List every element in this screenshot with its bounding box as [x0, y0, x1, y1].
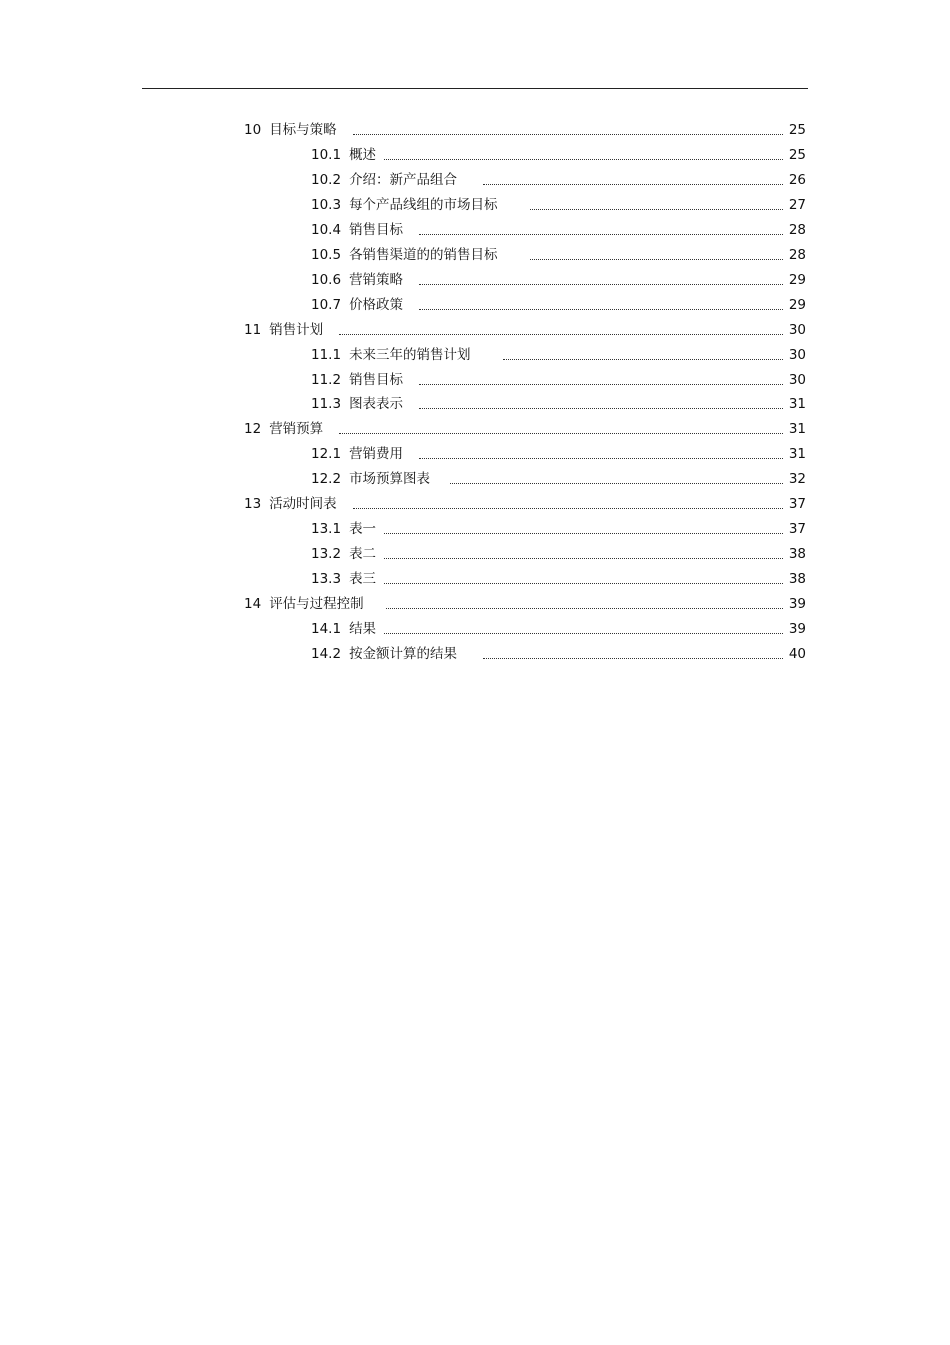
toc-entry-page-number: 31 — [788, 446, 806, 463]
toc-entry-title: 表一 — [349, 521, 377, 538]
toc-entry[interactable] — [311, 145, 806, 165]
toc-entry-title: 目标与策略 — [269, 122, 337, 138]
toc-entry-title: 市场预算图表 — [349, 471, 431, 488]
toc-entry-page-number: 37 — [788, 496, 806, 513]
dot-leader — [483, 183, 783, 185]
dot-leader — [339, 333, 783, 335]
toc-entry-title: 表三 — [349, 571, 377, 588]
toc-entry-page-number: 39 — [788, 596, 806, 613]
dot-leader — [339, 432, 783, 434]
toc-entry-page-number: 26 — [788, 171, 806, 188]
dot-leader — [419, 407, 783, 409]
dot-leader — [384, 632, 783, 634]
toc-entry[interactable] — [311, 394, 806, 414]
dot-leader — [483, 657, 783, 659]
dot-leader — [353, 133, 783, 135]
toc-entry-page-number: 39 — [788, 621, 806, 637]
dot-leader — [530, 258, 783, 260]
toc-entry-number: 12 — [244, 421, 262, 438]
toc-entry[interactable] — [311, 444, 806, 464]
toc-entry[interactable] — [311, 544, 806, 564]
toc-entry-number: 14.1 — [311, 621, 342, 637]
toc-entry-title: 结果 — [349, 621, 377, 637]
toc-entry-title: 各销售渠道的的销售目标 — [349, 246, 498, 263]
toc-entry[interactable] — [311, 469, 806, 489]
toc-entry-number: 11.1 — [311, 346, 342, 363]
toc-entry[interactable] — [244, 594, 806, 614]
toc-entry-number: 10 — [244, 122, 262, 138]
toc-entry-page-number: 32 — [788, 471, 806, 488]
dot-leader — [419, 233, 783, 235]
dot-leader — [419, 457, 783, 459]
toc-entry[interactable] — [244, 419, 806, 439]
dot-leader — [384, 582, 783, 584]
toc-entry-number: 10.5 — [311, 246, 342, 263]
toc-entry-title: 活动时间表 — [269, 496, 337, 513]
toc-entry-number: 12.1 — [311, 446, 342, 463]
toc-entry[interactable] — [311, 644, 806, 664]
toc-entry-number: 10.7 — [311, 296, 342, 313]
toc-entry-page-number: 31 — [788, 396, 806, 413]
toc-entry-title: 营销策略 — [349, 271, 404, 288]
dot-leader — [419, 308, 783, 310]
toc-entry-title: 图表表示 — [349, 396, 404, 413]
toc-entry-page-number: 28 — [788, 221, 806, 238]
toc-entry-number: 10.2 — [311, 171, 342, 188]
dot-leader — [419, 383, 783, 385]
toc-entry-title: 表二 — [349, 546, 377, 563]
toc-entry[interactable] — [311, 619, 806, 639]
toc-entry-number: 13.3 — [311, 571, 342, 588]
toc-entry-title: 营销预算 — [269, 421, 324, 438]
toc-entry-page-number: 38 — [788, 571, 806, 588]
toc-entry[interactable] — [311, 519, 806, 539]
toc-entry-page-number: 25 — [788, 122, 806, 138]
toc-entry[interactable] — [311, 270, 806, 290]
toc-entry-title: 销售目标 — [349, 371, 404, 388]
toc-entry-page-number: 29 — [788, 296, 806, 313]
toc-entry-number: 10.1 — [311, 146, 342, 163]
toc-entry-title: 每个产品线组的市场目标 — [349, 196, 498, 213]
toc-entry[interactable] — [311, 170, 806, 190]
toc-entry[interactable] — [311, 295, 806, 315]
toc-entry[interactable] — [244, 320, 806, 340]
toc-entry-number: 12.2 — [311, 471, 342, 488]
header-rule — [142, 88, 808, 89]
toc-entry-title: 销售计划 — [269, 321, 324, 338]
toc-entry-page-number: 25 — [788, 146, 806, 163]
dot-leader — [384, 532, 783, 534]
toc-entry-title: 未来三年的销售计划 — [349, 346, 471, 363]
dot-leader — [384, 158, 783, 160]
toc-entry-page-number: 40 — [788, 645, 806, 662]
toc-entry-page-number: 27 — [788, 196, 806, 213]
toc-entry-title: 价格政策 — [349, 296, 404, 313]
toc-entry-number: 13 — [244, 496, 262, 513]
toc-entry-number: 10.3 — [311, 196, 342, 213]
dot-leader — [450, 482, 783, 484]
toc-entry-title: 概述 — [349, 146, 377, 163]
toc-entry[interactable] — [244, 494, 806, 514]
toc-entry-title: 营销费用 — [349, 446, 404, 463]
toc-entry-number: 11.3 — [311, 396, 342, 413]
toc-entry-title: 评估与过程控制 — [269, 596, 364, 613]
toc-entry-page-number: 30 — [788, 321, 806, 338]
toc-entry-number: 10.4 — [311, 221, 342, 238]
toc-entry-page-number: 37 — [788, 521, 806, 538]
toc-entry-number: 13.1 — [311, 521, 342, 538]
toc-entry[interactable] — [311, 370, 806, 390]
toc-entry[interactable] — [311, 345, 806, 365]
toc-entry-number: 11.2 — [311, 371, 342, 388]
toc-entry-title: 销售目标 — [349, 221, 404, 238]
toc-entry[interactable] — [311, 569, 806, 589]
toc-entry-page-number: 38 — [788, 546, 806, 563]
dot-leader — [530, 208, 783, 210]
toc-entry-page-number: 28 — [788, 246, 806, 263]
toc-entry-title: 按金额计算的结果 — [349, 645, 458, 662]
dot-leader — [384, 557, 783, 559]
toc-entry-page-number: 30 — [788, 346, 806, 363]
toc-entry-title: 介绍：新产品组合 — [349, 171, 458, 188]
dot-leader — [353, 507, 783, 509]
toc-entry-page-number: 31 — [788, 421, 806, 438]
toc-entry[interactable] — [311, 195, 806, 215]
toc-entry[interactable] — [244, 120, 806, 140]
dot-leader — [503, 358, 783, 360]
dot-leader — [386, 607, 783, 609]
toc-entry-page-number: 30 — [788, 371, 806, 388]
toc-entry-number: 10.6 — [311, 271, 342, 288]
toc-entry-number: 14.2 — [311, 645, 342, 662]
dot-leader — [419, 283, 783, 285]
toc-entry-number: 13.2 — [311, 546, 342, 563]
toc-entry-page-number: 29 — [788, 271, 806, 288]
toc-entry-number: 11 — [244, 321, 262, 338]
toc-entry-number: 14 — [244, 596, 262, 613]
toc-entry[interactable] — [311, 220, 806, 240]
toc-entry[interactable] — [311, 245, 806, 265]
